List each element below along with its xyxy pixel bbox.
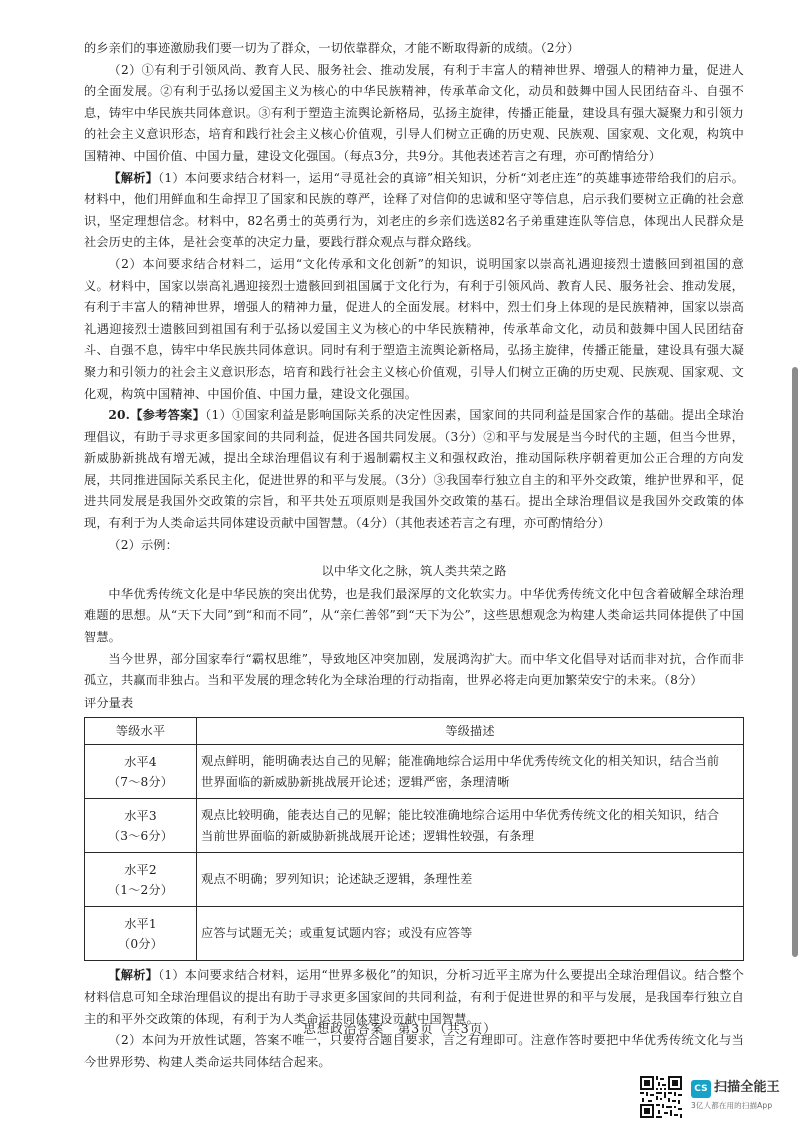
rubric-level-score: （1～2分） [107,882,174,897]
rubric-description: 应答与试题无关；或重复试题内容；或没有应答等 [197,907,744,961]
q20-analysis-part1-text: （1）本问要求结合材料，运用“世界多极化”的知识，分析习近平主席为什么要提出全球治理倡议。结合整个材料信息可知全球治理倡议的提出有助于寻求更多国家间的共同利益，有利于促进世界的和平与发展，是我国奉行独立自主的和平外交政策的体现，有利于为人类命运共同体建设贡献中国智慧。 [84,968,744,1026]
q19-analysis-part1-text: （1）本问要求结合材料一，运用“寻觅社会的真谛”相关知识，分析“刘老庄连”的英雄事迹带给我们的启示。材料中，他们用鲜血和生命捍卫了国家和民族的尊严，诠释了对信仰的忠诚和坚守等信息，启示我们要树立正确的社会意识，坚定理想信念。材料中，82名勇士的英勇行为，刘老庄的乡亲们选送82名子弟重建连队等信息，体现出人民群众是社会历史的主体，是社会变革的决定力量，要践行群众观点与群众路线。 [84,170,744,250]
q20-part2-label: （2）示例： [108,537,178,552]
rubric-level-score: （7～8分） [107,774,174,789]
rubric-row [85,745,744,799]
rubric-header-level: 等级水平 [85,718,197,745]
vertical-scrollbar[interactable] [788,0,800,1132]
rubric-level-score: （0分） [118,936,163,951]
page-footer: 思想政治答案 第3页（共3页） [303,1021,497,1036]
continued-answer-line: 的乡亲们的事迹激励我们要一切为了群众，一切依靠群众，才能不断取得新的成绩。（2分） [84,41,580,55]
rubric-header-row [85,718,744,745]
q20-answer-part1-text: （1）①国家利益是影响国际关系的决定性因素，国家间的共同利益是国家合作的基础。提出全球治理倡议，有助于寻求更多国家间的共同利益，促进各国共同发展。（3分）②和平与发展是当今时代的主题，但当今世界，新威胁新挑战有增无减，提出全球治理倡议有利于遏制霸权主义和强权政治，推动国际秩序朝着更加公正合理的方向发展，共同推进国际关系民主化，促进世界的和平与发展。（3分）③我国奉行独立自主的和平外交政策，维护世界和平，促进共同发展是我国外交政策的宗旨，和平共处五项原则是我国外交政策的基石。提出全球治理倡议是我国外交政策的体现，有利于为人类命运共同体建设贡献中国智慧。（4分）（其他表述若言之有理，亦可酌情给分） [84,408,744,531]
rubric-level-cell [85,853,197,907]
rubric-level-cell [85,745,197,799]
rubric-level-cell [85,907,197,961]
cs-logo-icon: CS [691,1080,711,1098]
rubric-level-name: 水平3 [124,808,157,823]
rubric-header-description: 等级描述 [197,718,744,745]
q19-part2-answer: （2）①有利于引领风尚、教育人民、服务社会、推动发展，有利于丰富人的精神世界、增强人的精神力量，促进人的全面发展。②有利于弘扬以爱国主义为核心的中华民族精神，传承革命文化，动员和鼓舞中国人民团结奋斗、自强不息，铸牢中华民族共同体意识。③有利于塑造主流舆论新格局，弘扬主旋律，传播正能量，建设具有强大凝聚力和引领力的社会主义意识形态，培育和践行社会主义核心价值观，引导人们树立正确的历史观、民族观、国家观、文化观，构筑中国精神、中国价值、中国力量，建设文化强国。（每点3分，共9分。其他表述若言之有理，亦可酌情给分） [84,62,744,163]
essay-paragraph-1: 中华优秀传统文化是中华民族的突出优势，也是我们最深厚的文化软实力。中华优秀传统文化中包含着破解全球治理难题的思想。从“天下大同”到“和而不同”，从“亲仁善邻”到“天下为公”，这些思想观念为构建人类命运共同体提供了中国智慧。 [84,586,744,645]
essay-paragraph-2: 当今世界，部分国家奉行“霸权思维”，导致地区冲突加剧，发展鸿沟扩大。而中华文化倡导对话而非对抗，合作而非孤立，共赢而非独占。当和平发展的理念转化为全球治理的行动指南，世界必将走向更加繁荣安宁的未来。（8分） [84,651,744,688]
rubric-title: 评分量表 [84,695,134,710]
rubric-row [85,853,744,907]
q20-label: 20.【参考答案】 [108,408,206,423]
brand-name: 扫描全能王 [714,1080,780,1095]
page-content [84,38,744,1073]
q20-analysis-part2: （2）本问为开放性试题，答案不唯一，只要符合题目要求，言之有理即可。注意作答时要把中华优秀传统文化与当今世界形势、构建人类命运共同体结合起来。 [84,1033,744,1069]
essay-title: 以中华文化之脉，筑人类共荣之路 [321,564,507,579]
q19-analysis-part1 [84,168,744,254]
rubric-description: 观点比较明确，能表达自己的见解；能比较准确地综合运用中华优秀传统文化的相关知识，结合当前世界面临的新威胁新挑战展开论述；逻辑性较强，有条理 [197,799,744,853]
scoring-rubric-table [84,717,744,961]
rubric-level-name: 水平1 [124,916,157,931]
rubric-level-name: 水平2 [124,862,157,877]
q20-answer-part1 [84,405,744,535]
rubric-level-name: 水平4 [124,754,157,769]
analysis-label: 【解析】 [108,968,159,983]
rubric-level-cell [85,799,197,853]
rubric-description: 观点鲜明，能明确表达自己的见解；能准确地综合运用中华优秀传统文化的相关知识，结合当前世界面临的新威胁新挑战展开论述；逻辑严密，条理清晰 [197,745,744,799]
scanner-watermark [640,1074,790,1126]
rubric-level-score: （3～6分） [107,828,174,843]
rubric-row [85,907,744,961]
q19-analysis-part2: （2）本问要求结合材料二，运用“文化传承和文化创新”的知识，说明国家以崇高礼遇迎接烈士遗骸回到祖国的意义。材料中，国家以崇高礼遇迎接烈士遗骸回到祖国属于文化行为，有利于引领风尚、教育人民、服务社会、推动发展，有利于丰富人的精神世界，增强人的精神力量，促进人的全面发展。材料中，烈士们身上体现的是民族精神，国家以崇高礼遇迎接烈士遗骸回到祖国有利于弘扬以爱国主义为核心的中华民族精神，传承革命文化，动员和鼓舞中国人民团结奋斗、自强不息，铸牢中华民族共同体意识。同时有利于塑造主流舆论新格局，弘扬主旋律，传播正能量，建设具有强大凝聚力和引领力的社会主义意识形态，培育和践行社会主义核心价值观，引导人们树立正确的历史观、民族观、国家观、文化观，构筑中国精神、中国价值、中国力量，建设文化强国。 [84,256,744,401]
brand-tagline: 3亿人都在用的扫描App [691,1101,773,1110]
scrollbar-thumb[interactable] [792,367,798,957]
qr-code-icon [640,1076,682,1118]
analysis-label: 【解析】 [108,170,159,185]
rubric-description: 观点不明确；罗列知识；论述缺乏逻辑，条理性差 [197,853,744,907]
rubric-row [85,799,744,853]
